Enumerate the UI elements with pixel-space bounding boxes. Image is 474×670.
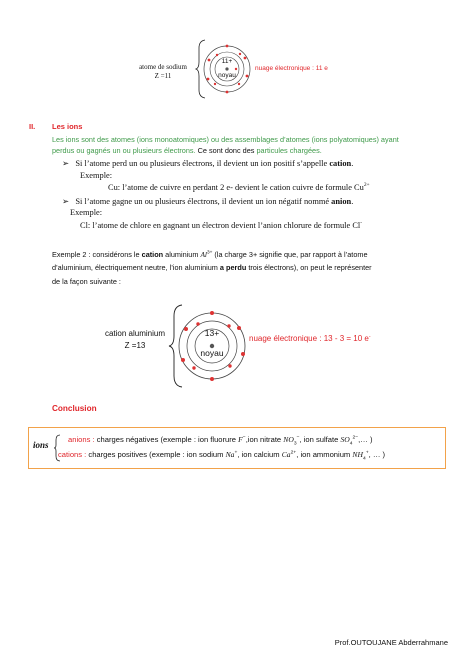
- anion-nitrate: NO: [283, 435, 294, 444]
- cations-mid2: , ion ammonium: [296, 450, 351, 459]
- anion-fluoride: F: [238, 435, 243, 444]
- ex2-formula-sup: 3+: [206, 250, 213, 256]
- cation-ammonium-sub: 4: [362, 456, 366, 462]
- anion-nitrate-sup: −: [296, 435, 300, 441]
- exemple2-label: Exemple:: [70, 208, 103, 217]
- intro-black-part: Ce sont donc des: [197, 146, 255, 155]
- example2-line1: [52, 250, 368, 259]
- footer-author: Prof.OUTOUJANE Abderrahmane: [334, 638, 448, 647]
- bullet1-bold: cation: [329, 159, 352, 168]
- cation-sodium-sup: +: [234, 450, 238, 456]
- atom1-name-line2: Z =11: [154, 72, 172, 80]
- cation-calcium-sup: 2+: [290, 450, 297, 456]
- cation-ammonium: NH: [352, 450, 363, 459]
- bullet2-bold: anion: [331, 197, 352, 206]
- anions-end: ,… ): [358, 435, 373, 444]
- atom2-core-label: noyau: [200, 348, 224, 358]
- ex2-line1-bold: cation: [141, 250, 164, 259]
- exemple2-text: [80, 221, 362, 230]
- atom2-name: [95, 328, 175, 352]
- ex2-line1-pre: Exemple 2 : considérons le: [52, 250, 140, 259]
- ions-label: ions: [33, 440, 49, 450]
- atom1-name: [133, 63, 193, 81]
- anion-sulfate-sup: 2−: [352, 435, 359, 441]
- atom2-name-line1: cation aluminium: [104, 329, 166, 338]
- anions-mid2: , ion sulfate: [299, 435, 339, 444]
- atom2-cloud-label: [249, 334, 371, 343]
- anions-label: anions :: [68, 435, 95, 444]
- cation-ammonium-sup: +: [365, 450, 369, 456]
- atom1-name-line1: atome de sodium: [139, 63, 187, 71]
- conclusion-title: Conclusion: [52, 404, 97, 413]
- arrow-bullet-icon: ➢: [62, 197, 70, 206]
- bullet1-end: .: [351, 159, 354, 168]
- cations-end: , … ): [368, 450, 386, 459]
- anion-fluoride-sup: −: [242, 435, 246, 441]
- atom1-core-label: noyau: [218, 72, 236, 79]
- cations-text: charges positives (exemple : ion sodium: [88, 450, 224, 459]
- section-intro-line2: [52, 146, 322, 155]
- cations-line: [58, 450, 385, 460]
- anions-mid: ,ion nitrate: [245, 435, 282, 444]
- section-title: Les ions: [52, 122, 83, 131]
- bullet1: [62, 158, 353, 168]
- anion-sulfate-sub: 4: [349, 441, 353, 447]
- arrow-bullet-icon: ➢: [62, 159, 70, 168]
- section-intro-line1: Les ions sont des atomes (ions monoatomiques) ou des assemblages d’atomes (ions polyatomiques) ayant: [52, 135, 399, 144]
- atom2-name-line2: Z =13: [124, 341, 146, 350]
- bullet1-text: Si l’atome perd un ou plusieurs électrons, il devient un ion positif s’appelle: [75, 159, 328, 168]
- cation-sodium: Na: [225, 450, 235, 459]
- section-number: II.: [29, 122, 36, 131]
- ex2-line2-bold: a perdu: [219, 263, 247, 272]
- exemple1-label: Exemple:: [80, 171, 113, 180]
- anions-text: charges négatives (exemple : ion fluorure: [96, 435, 237, 444]
- atom1-diagram: [195, 38, 251, 100]
- cations-mid: , ion calcium: [237, 450, 280, 459]
- anion-sulfate: SO: [340, 435, 350, 444]
- intro-end-part: particules chargées.: [256, 146, 322, 155]
- exemple1-sup: 2+: [363, 182, 370, 189]
- ex2-formula: Al: [200, 250, 207, 259]
- cation-calcium: Ca: [281, 450, 291, 459]
- anion-nitrate-sub: 3: [293, 441, 297, 447]
- atom2-diagram: [168, 302, 248, 390]
- exemple2-body: Cl: l’atome de chlore en gagnant un électron devient l’anion chlorure de formule Cl: [80, 221, 361, 230]
- conclusion-box: [28, 427, 446, 469]
- example2-line3: de la façon suivante :: [52, 277, 121, 286]
- atom1-cloud-label: nuage électronique : 11 e: [255, 65, 328, 72]
- exemple1-body: Cu: l’atome de cuivre en perdant 2 e- devient le cation cuivre de formule Cu: [108, 183, 364, 192]
- example2-line2: [52, 263, 372, 272]
- bullet2-text: Si l’atome gagne un ou plusieurs électrons, il devient un ion négatif nommé: [75, 197, 330, 206]
- anions-line: [68, 435, 372, 445]
- ex2-line2-pre: d’aluminium, électriquement neutre, l’ion aluminium: [52, 263, 218, 272]
- exemple1-text: [108, 183, 370, 192]
- atom1-core-charge: 11+: [221, 58, 233, 65]
- atom2-cloud-text: nuage électronique : 13 - 3 = 10 e: [249, 334, 369, 343]
- ex2-line1-mid: aluminium: [165, 250, 199, 259]
- atom2-cloud-sup: -: [368, 333, 371, 340]
- ex2-line1-post: (la charge 3+ signifie que, par rapport à l’atome: [214, 250, 368, 259]
- atom2-core-charge: 13+: [204, 328, 220, 338]
- cations-label: cations :: [58, 450, 87, 459]
- bullet2: [62, 196, 353, 206]
- intro-green-part: perdus ou gagnés un ou plusieurs électrons.: [52, 146, 196, 155]
- exemple2-sup: -: [360, 220, 363, 227]
- bullet2-end: .: [351, 197, 354, 206]
- ex2-line2-post: trois électrons), on peut le représenter: [248, 263, 372, 272]
